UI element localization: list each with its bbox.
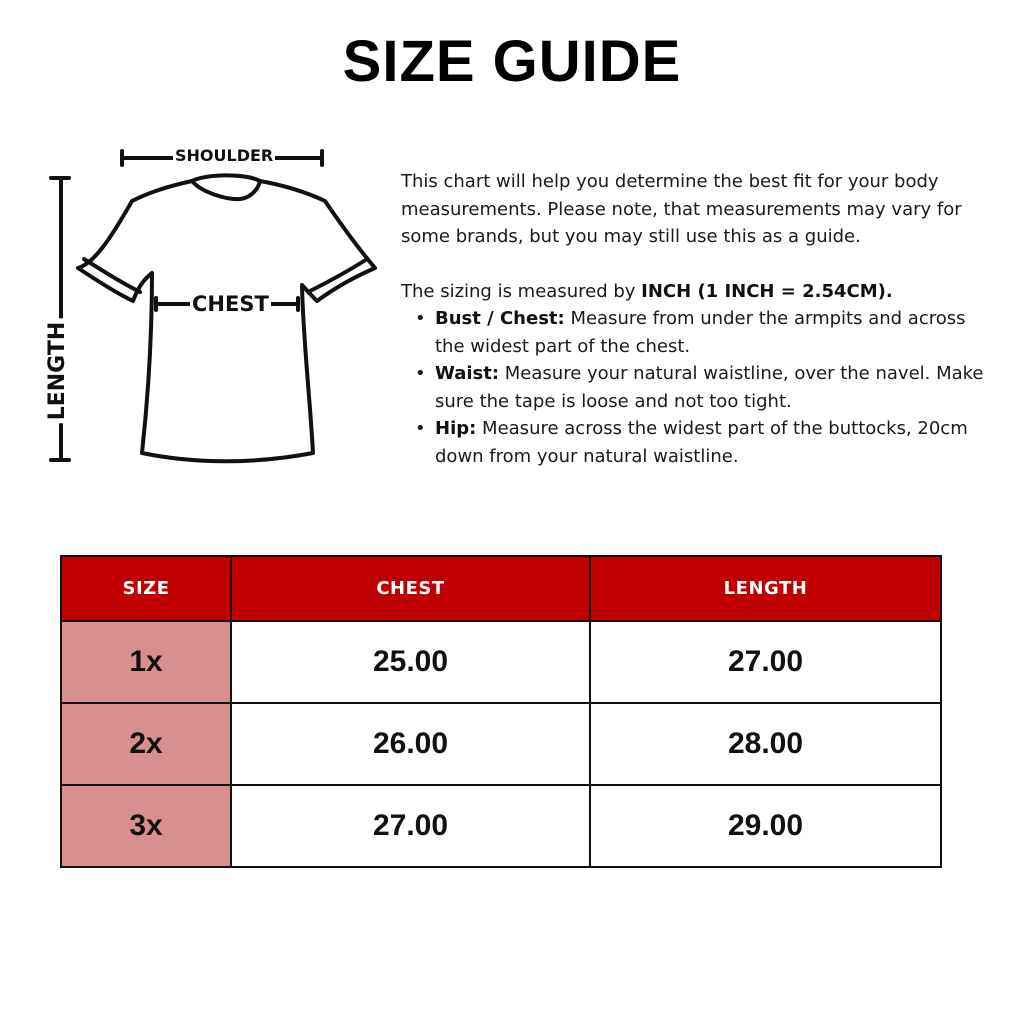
size-cell: 1x <box>61 621 231 703</box>
table-header-row <box>61 556 941 621</box>
chest-cell: 26.00 <box>231 703 590 785</box>
page-title: SIZE GUIDE <box>342 29 682 94</box>
bullet-term: Waist: <box>435 363 500 384</box>
chest-cell: 25.00 <box>231 621 590 703</box>
header-length: LENGTH <box>590 556 941 621</box>
length-cell: 28.00 <box>590 703 941 785</box>
sizing-prefix: The sizing is measured by <box>401 280 642 302</box>
size-cell: 3x <box>61 785 231 867</box>
sizing-unit-line <box>401 278 991 306</box>
list-item <box>415 360 991 415</box>
tshirt-measurement-diagram <box>30 138 390 478</box>
bullet-icon: • <box>415 418 426 439</box>
bullet-icon: • <box>415 308 426 329</box>
header-chest: CHEST <box>231 556 590 621</box>
bullet-text: Measure across the widest part of the buttocks, 20cm down from your natural waistline. <box>435 418 968 467</box>
size-cell: 2x <box>61 703 231 785</box>
list-item <box>415 415 991 470</box>
length-cell: 29.00 <box>590 785 941 867</box>
bullet-text: Measure from under the armpits and across the widest part of the chest. <box>435 308 966 357</box>
chest-label: CHEST <box>192 292 269 316</box>
sizing-unit: INCH (1 INCH = 2.54CM). <box>641 280 893 302</box>
table-row <box>61 703 941 785</box>
table-row <box>61 785 941 867</box>
table-row <box>61 621 941 703</box>
bullet-icon: • <box>415 363 426 384</box>
list-item <box>415 305 991 360</box>
size-guide-instructions <box>401 168 991 470</box>
size-table <box>60 555 942 868</box>
bullet-term: Hip: <box>435 418 477 439</box>
measurement-list <box>401 305 991 470</box>
intro-paragraph: This chart will help you determine the best fit for your body measurements. Please note, that measurements may vary for some brands, but you may still use this as a guide. <box>401 171 962 247</box>
header-size: SIZE <box>61 556 231 621</box>
length-cell: 27.00 <box>590 621 941 703</box>
length-label: LENGTH <box>46 319 70 424</box>
bullet-text: Measure your natural waistline, over the navel. Make sure the tape is loose and not too tight. <box>435 363 984 412</box>
chest-cell: 27.00 <box>231 785 590 867</box>
bullet-term: Bust / Chest: <box>435 308 565 329</box>
shoulder-label: SHOULDER <box>175 146 274 165</box>
